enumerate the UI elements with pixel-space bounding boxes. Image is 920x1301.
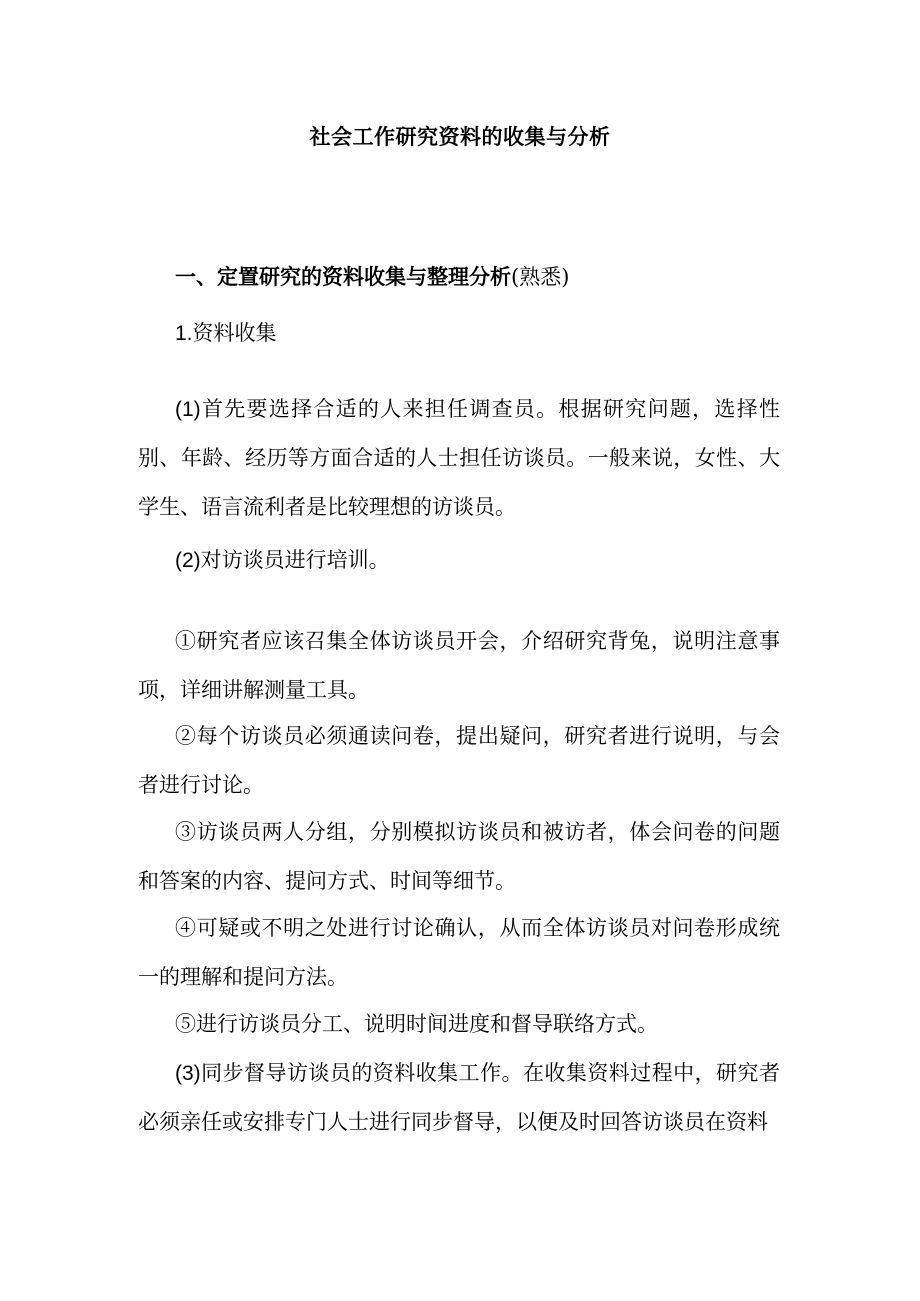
paragraph-supervision bbox=[138, 1049, 780, 1147]
paragraph-training-step-2: ②每个访谈员必须通读问卷，提出疑问，研究者进行说明，与会者进行讨论。 bbox=[138, 724, 780, 797]
subheading-label: 资料收集 bbox=[192, 321, 277, 345]
paragraph-training-step-4: ④可疑或不明之处进行讨论确认，从而全体访谈员对问卷形成统一的理解和提问方法。 bbox=[138, 916, 780, 989]
subheading-number: 1. bbox=[175, 322, 193, 345]
subheading-data-collection bbox=[175, 318, 277, 349]
paragraph-text: 对访谈员进行培训。 bbox=[200, 548, 390, 572]
paragraph-select-interviewers bbox=[138, 385, 780, 532]
section-heading bbox=[175, 262, 569, 292]
paragraph-marker: (3) bbox=[175, 1062, 201, 1085]
section-heading-note: (熟悉) bbox=[511, 265, 570, 289]
paragraph-text: 首先要选择合适的人来担任调查员。根据研究问题，选择性别、年龄、经历等方面合适的人士担任访谈员。一般来说，女性、大学生、语言流利者是比较理想的访谈员。 bbox=[138, 397, 780, 519]
section-heading-text: 一、定置研究的资料收集与整理分析 bbox=[175, 264, 511, 289]
paragraph-training-step-5: ⑤进行访谈员分工、说明时间进度和督导联络方式。 bbox=[175, 1012, 658, 1036]
document-title: 社会工作研究资料的收集与分析 bbox=[309, 124, 611, 149]
paragraph-training bbox=[138, 536, 780, 585]
paragraph-text: 同步督导访谈员的资料收集工作。在收集资料过程中，研究者必须亲任或安排专门人士进行同步督导，以便及时回答访谈员在资料 bbox=[138, 1061, 780, 1134]
paragraph-training-step-1: ①研究者应该召集全体访谈员开会，介绍研究背兔，说明注意事项，详细讲解测量工具。 bbox=[138, 629, 780, 702]
paragraph-marker: (1) bbox=[175, 398, 201, 421]
paragraph-marker: (2) bbox=[175, 549, 201, 572]
paragraph-training-step-3: ③访谈员两人分组，分别模拟访谈员和被访者，体会问卷的问题和答案的内容、提问方式、时间等细节。 bbox=[138, 820, 780, 893]
